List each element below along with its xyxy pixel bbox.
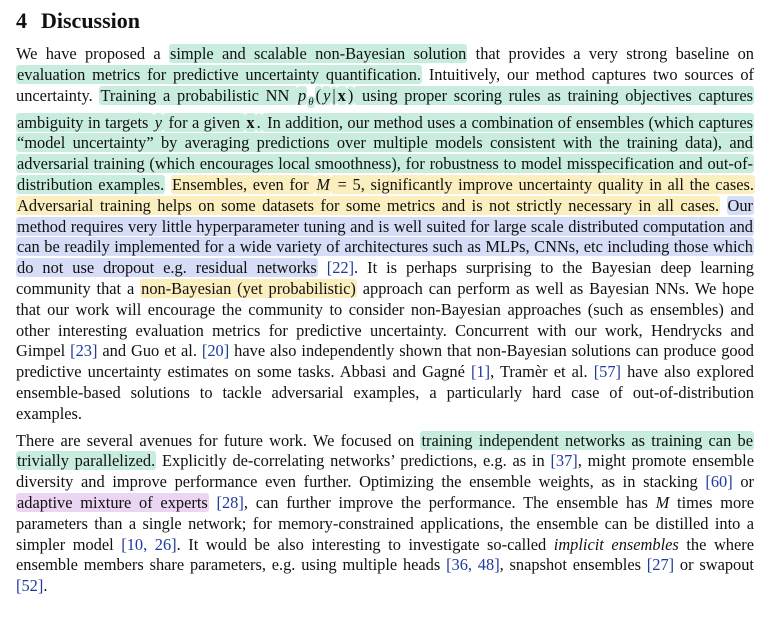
text-run: There are several avenues for future work. We focused on (16, 430, 421, 450)
citation-link[interactable]: [52] (16, 576, 44, 596)
text-run (318, 258, 327, 277)
text-run (209, 493, 217, 512)
text-run: . It is perhaps surprising to the Bayesian deep learning community that a (16, 258, 754, 299)
text-run: approach can perform as well as Bayesian NNs. We hope that our work will encourage the community to consider non-Bayesian approaches (such as ensembles) and other interesting evaluation metrics for predictive uncertainty. Concurrent with our work, Hendrycks and Gimpel (16, 279, 754, 361)
highlight-green: θ (308, 95, 314, 108)
highlight-green: In addition, our method uses a combination of ensembles (which captures “model uncertainty” by averaging predictions over multiple models consistent with the training data), and adversarial training (which encourages local smoothness), for robustness to model misspecification and out-of-distribution examples. (17, 112, 753, 195)
paragraph-2 (16, 431, 754, 597)
text-run: . It would be also interesting to investigate so-called (176, 534, 554, 554)
text-run: have also explored ensemble-based solutions to tackle adversarial examples, a particularly hard case of out-of-distribution examples. (16, 362, 754, 423)
highlight-yellow: M (316, 175, 330, 195)
text-run: , snapshot ensembles (499, 555, 647, 575)
section-heading (16, 8, 754, 34)
text-run: . (43, 576, 48, 596)
highlight-purple: adaptive mixture of experts (17, 493, 208, 513)
paper-page (16, 8, 754, 603)
text-run: Intuitively, our method captures two sources of uncertainty. (16, 64, 754, 105)
text-run: or (732, 472, 754, 492)
citation-link[interactable]: [23] (70, 341, 98, 361)
highlight-green: p (298, 85, 307, 105)
citation-link[interactable]: [37] (550, 451, 578, 471)
highlight-yellow: Ensembles, even for (171, 175, 315, 195)
highlight-green: evaluation metrics for predictive uncertainty quantification. (17, 64, 422, 84)
citation-link[interactable]: [36, 48] (446, 555, 500, 575)
highlight-green: for a given (164, 112, 245, 132)
highlight-yellow: non-Bayesian (yet probabilistic) (141, 279, 356, 299)
highlight-green: | (332, 85, 336, 105)
text-run: and Guo et al. (97, 341, 202, 361)
citation-link[interactable]: [1] (470, 362, 491, 382)
text-run: Explicitly de-correlating networks’ predictions, e.g. as in (156, 451, 551, 471)
citation-link[interactable]: [27] (646, 555, 675, 575)
highlight-green: Training a probabilistic NN (100, 85, 297, 105)
highlight-green: training independent networks as training can be trivially parallelized. (17, 430, 753, 471)
highlight-yellow: = 5, significantly improve uncertainty quality in all the cases. (331, 175, 754, 195)
text-run: , might promote ensemble diversity and improve performance even further. Optimizing the ensemble weights, as in stacking (16, 451, 755, 492)
text-run (720, 196, 726, 215)
highlight-green: using proper scoring rules as training objectives captures ambiguity in targets (17, 85, 754, 132)
text-run: or swapout (674, 555, 754, 575)
citation-link[interactable]: [60] (705, 472, 733, 492)
text-run: We have proposed a (16, 44, 169, 63)
citation-link[interactable]: [57] (593, 362, 622, 382)
math-symbol: implicit ensembles (553, 534, 679, 554)
text-run: times more parameters than a single network; for memory-constrained applications, the ensemble can be distilled into a simpler model (16, 493, 754, 554)
section-number: 4 (16, 8, 27, 33)
highlight-green: ( (315, 85, 322, 105)
highlight-blue: Our method requires very little hyperparameter tuning and is well suited for large scale distributed computation and can be readily implemented for a wide variety of architectures such as MLPs, CNNs, etc including those which do not use dropout e.g. residual networks (17, 195, 753, 278)
text-run: the where ensemble members share parameters, e.g. using multiple heads (16, 534, 754, 575)
citation-link[interactable]: [28] (216, 493, 244, 513)
text-run: have also independently shown that non-Bayesian solutions can produce good predictive uncertainty estimates on some tasks. Abbasi and Gagné (16, 341, 754, 382)
text-run: , Tramèr et al. (490, 362, 594, 382)
text-run: , can further improve the performance. The ensemble has (243, 493, 656, 513)
math-symbol: M (655, 493, 670, 513)
highlight-green: . (256, 112, 261, 132)
highlight-green: x (246, 112, 255, 132)
highlight-green: ) (347, 85, 354, 105)
highlight-green: y (323, 85, 331, 105)
text-run: that provides a very strong baseline on (467, 44, 754, 63)
highlight-yellow: Adversarial training helps on some datasets for some metrics and is not strictly necessary in all cases. (17, 195, 720, 215)
citation-link[interactable]: [10, 26] (121, 534, 177, 554)
citation-link[interactable]: [22] (326, 258, 355, 278)
highlight-green: x (337, 85, 346, 105)
paragraph-1 (16, 44, 754, 425)
highlight-green: simple and scalable non-Bayesian solution (169, 44, 467, 63)
highlight-green: y (154, 112, 163, 132)
section-title: Discussion (41, 8, 141, 33)
section-body (16, 44, 754, 597)
citation-link[interactable]: [20] (201, 341, 230, 361)
